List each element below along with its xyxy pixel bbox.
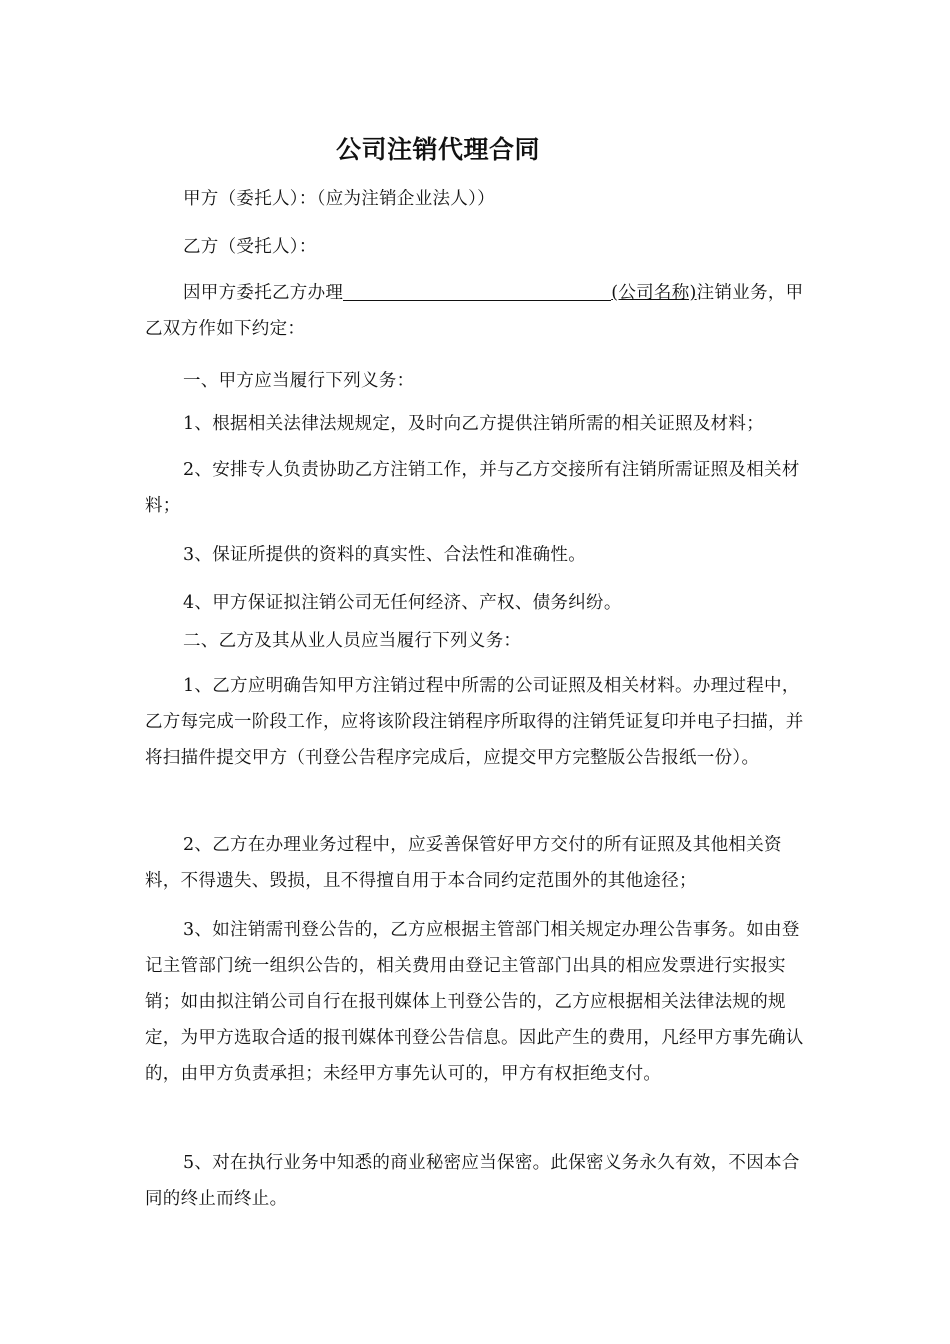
section-1-heading: 一、甲方应当履行下列义务： <box>183 371 415 391</box>
intro-suffix: 注销业务，甲乙双方作如下约定： <box>145 283 804 339</box>
section-1-item-2: 2、安排专人负责协助乙方注销工作，并与乙方交接所有注销所需证照及相关材料； <box>145 460 800 516</box>
section-1-item-1: 1、根据相关法律法规规定，及时向乙方提供注销所需的相关证照及材料； <box>183 414 765 434</box>
section-2-item-5: 5、对在执行业务中知悉的商业秘密应当保密。此保密义务永久有效，不因本合同的终止而终止。 <box>145 1153 800 1209</box>
intro-prefix: 因甲方委托乙方办理 <box>183 283 344 303</box>
section-1-item-4: 4、甲方保证拟注销公司无任何经济、产权、债务纠纷。 <box>183 593 622 613</box>
section-2-heading: 二、乙方及其从业人员应当履行下列义务： <box>183 631 522 651</box>
party-a-line: 甲方（委托人）：（应为注销企业法人）） <box>183 189 495 209</box>
section-2-item-1: 1、乙方应明确告知甲方注销过程中所需的公司证照及相关材料。办理过程中，乙方每完成一阶段工作，应将该阶段注销程序所取得的注销凭证复印并电子扫描，并将扫描件提交甲方（刊登公告程序完成后，应提交甲方完整版公告报纸一份）。 <box>145 676 804 768</box>
company-name-hint: (公司名称) <box>611 283 697 303</box>
party-b-line: 乙方（受托人）： <box>183 237 317 257</box>
section-1-item-3: 3、保证所提供的资料的真实性、合法性和准确性。 <box>183 545 587 565</box>
section-2-item-2: 2、乙方在办理业务过程中，应妥善保管好甲方交付的所有证照及其他相关资料，不得遗失、毁损，且不得擅自用于本合同约定范围外的其他途径； <box>145 835 782 891</box>
company-name-blank[interactable] <box>343 278 611 301</box>
section-2-item-3: 3、如注销需刊登公告的，乙方应根据主管部门相关规定办理公告事务。如由登记主管部门统一组织公告的，相关费用由登记主管部门出具的相应发票进行实报实销；如由拟注销公司自行在报刊媒体上刊登公告的，乙方应根据相关法律法规的规定，为甲方选取合适的报刊媒体刊登公告信息。因此产生的费用，凡经甲方事先确认的，由甲方负责承担；未经甲方事先认可的，甲方有权拒绝支付。 <box>145 920 804 1084</box>
intro-paragraph <box>145 275 808 347</box>
document-title: 公司注销代理合同 <box>335 135 540 164</box>
